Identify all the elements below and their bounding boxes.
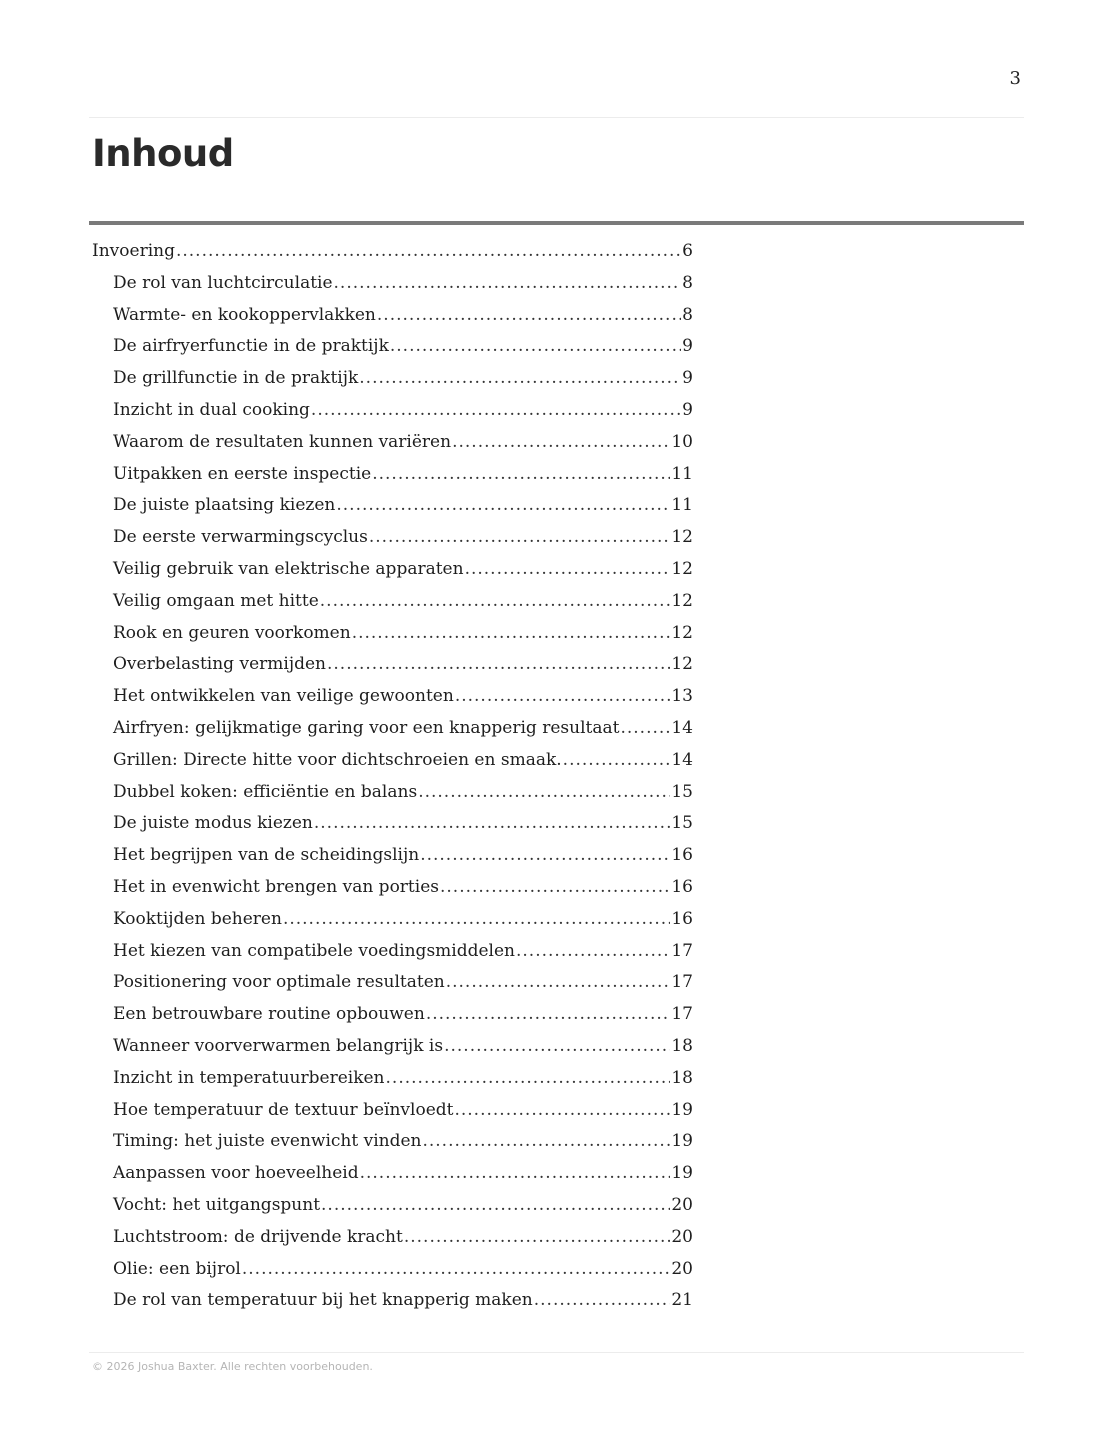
toc-entry[interactable]	[92, 427, 693, 459]
toc-entry[interactable]	[92, 936, 693, 968]
toc-entry-page: 15	[671, 781, 693, 802]
toc-entry-page: 10	[671, 431, 693, 452]
toc-entry[interactable]	[92, 554, 693, 586]
toc-entry-page: 9	[682, 336, 693, 357]
toc-entry[interactable]	[92, 904, 693, 936]
toc-entry-label: Inzicht in dual cooking	[113, 399, 310, 420]
toc-dot-leader	[311, 395, 681, 427]
toc-entry[interactable]	[92, 300, 693, 332]
toc-entry-page: 9	[682, 399, 693, 420]
toc-dot-leader	[422, 1126, 670, 1158]
toc-entry[interactable]	[92, 618, 693, 650]
toc-entry-page: 20	[671, 1226, 693, 1247]
toc-entry-label: Het begrijpen van de scheidingslijn	[113, 845, 420, 866]
toc-entry-page: 18	[671, 1067, 693, 1088]
toc-entry-page: 20	[671, 1194, 693, 1215]
toc-entry[interactable]	[92, 777, 693, 809]
toc-entry-page: 17	[671, 940, 693, 961]
toc-entry-page: 12	[671, 527, 693, 548]
toc-entry[interactable]	[92, 713, 693, 745]
toc-entry[interactable]	[92, 681, 693, 713]
toc-dot-leader	[372, 459, 670, 491]
toc-dot-leader	[516, 936, 670, 968]
toc-entry-label: Het kiezen van compatibele voedingsmiddelen	[113, 940, 515, 961]
toc-entry-label: Het ontwikkelen van veilige gewoonten	[113, 686, 454, 707]
toc-entry[interactable]	[92, 395, 693, 427]
page-number: 3	[1009, 68, 1021, 89]
toc-entry[interactable]	[92, 268, 693, 300]
toc-entry-page: 17	[671, 972, 693, 993]
toc-dot-leader	[620, 713, 670, 745]
toc-entry[interactable]	[92, 1254, 693, 1286]
footer-divider	[89, 1352, 1024, 1353]
toc-dot-leader	[352, 618, 671, 650]
toc-entry[interactable]	[92, 1063, 693, 1095]
toc-entry[interactable]	[92, 363, 693, 395]
toc-entry[interactable]	[92, 1190, 693, 1222]
toc-entry-page: 14	[671, 717, 693, 738]
toc-entry[interactable]	[92, 1031, 693, 1063]
toc-dot-leader	[360, 1158, 671, 1190]
toc-dot-leader	[404, 1222, 671, 1254]
toc-entry[interactable]	[92, 331, 693, 363]
toc-entry-label: Positionering voor optimale resultaten	[113, 972, 445, 993]
toc-entry-label: Inzicht in temperatuurbereiken	[113, 1067, 385, 1088]
toc-entry[interactable]	[92, 840, 693, 872]
toc-dot-leader	[454, 1095, 670, 1127]
toc-entry-label: Overbelasting vermijden	[113, 654, 326, 675]
toc-entry-page: 12	[671, 590, 693, 611]
toc-dot-leader	[420, 840, 670, 872]
toc-entry-label: Dubbel koken: efficiëntie en balans	[113, 781, 418, 802]
toc-entry-label: Uitpakken en eerste inspectie	[113, 463, 372, 484]
toc-dot-leader	[440, 872, 670, 904]
toc-dot-leader	[426, 999, 671, 1031]
toc-entry[interactable]	[92, 490, 693, 522]
toc-entry-label: Timing: het juiste evenwicht vinden	[113, 1131, 422, 1152]
toc-dot-leader	[444, 1031, 670, 1063]
table-of-contents	[92, 236, 693, 1317]
toc-entry-label: Kooktijden beheren	[113, 908, 282, 929]
toc-dot-leader	[377, 300, 681, 332]
toc-entry-label: De rol van luchtcirculatie	[113, 272, 333, 293]
toc-dot-leader	[242, 1254, 670, 1286]
toc-dot-leader	[369, 522, 671, 554]
toc-dot-leader	[334, 268, 682, 300]
toc-entry-page: 19	[671, 1099, 693, 1120]
toc-entry[interactable]	[92, 236, 693, 268]
toc-entry-label: Wanneer voorverwarmen belangrijk is	[113, 1035, 444, 1056]
toc-entry-page: 16	[671, 908, 693, 929]
toc-entry[interactable]	[92, 586, 693, 618]
toc-entry-label: Rook en geuren voorkomen	[113, 622, 351, 643]
toc-entry[interactable]	[92, 1095, 693, 1127]
toc-entry-label: Invoering	[92, 241, 175, 261]
toc-entry-page: 12	[671, 558, 693, 579]
toc-entry[interactable]	[92, 1158, 693, 1190]
toc-dot-leader	[321, 1190, 670, 1222]
toc-entry-page: 13	[671, 686, 693, 707]
toc-dot-leader	[320, 586, 671, 618]
toc-entry-label: De juiste modus kiezen	[113, 813, 313, 834]
toc-entry-label: De rol van temperatuur bij het knapperig maken	[113, 1290, 533, 1311]
toc-entry-page: 12	[671, 622, 693, 643]
toc-entry-page: 12	[671, 654, 693, 675]
toc-entry[interactable]	[92, 1222, 693, 1254]
toc-dot-leader	[563, 745, 671, 777]
toc-dot-leader	[359, 363, 681, 395]
toc-entry-page: 11	[671, 495, 693, 516]
toc-dot-leader	[327, 649, 670, 681]
toc-entry-page: 19	[671, 1131, 693, 1152]
toc-entry-page: 15	[671, 813, 693, 834]
toc-entry-page: 20	[671, 1258, 693, 1279]
toc-entry[interactable]	[92, 872, 693, 904]
toc-entry-label: Een betrouwbare routine opbouwen	[113, 1004, 425, 1025]
toc-entry-page: 8	[682, 272, 693, 293]
toc-entry-label: Warmte- en kookoppervlakken	[113, 304, 376, 325]
title-divider	[89, 221, 1024, 225]
toc-entry-label: De airfryerfunctie in de praktijk	[113, 336, 389, 357]
toc-entry-label: Het in evenwicht brengen van porties	[113, 876, 439, 897]
toc-dot-leader	[386, 1063, 671, 1095]
toc-entry-label: Grillen: Directe hitte voor dichtschroeien en smaak.	[113, 749, 562, 770]
toc-entry-page: 17	[671, 1004, 693, 1025]
toc-dot-leader	[418, 777, 670, 809]
toc-entry-page: 9	[682, 368, 693, 389]
toc-entry-page: 18	[671, 1035, 693, 1056]
toc-entry-page: 6	[682, 241, 693, 261]
toc-entry-label: De eerste verwarmingscyclus	[113, 527, 368, 548]
toc-entry-page: 16	[671, 876, 693, 897]
toc-entry-page: 21	[671, 1290, 693, 1311]
toc-entry[interactable]	[92, 1126, 693, 1158]
toc-dot-leader	[455, 681, 671, 713]
toc-entry[interactable]	[92, 649, 693, 681]
toc-entry-label: Luchtstroom: de drijvende kracht	[113, 1226, 403, 1247]
toc-dot-leader	[390, 331, 681, 363]
toc-entry[interactable]	[92, 1285, 693, 1317]
toc-dot-leader	[336, 490, 670, 522]
toc-entry-label: De juiste plaatsing kiezen	[113, 495, 336, 516]
toc-entry[interactable]	[92, 967, 693, 999]
toc-dot-leader	[534, 1285, 671, 1317]
toc-dot-leader	[314, 808, 671, 840]
page-title: Inhoud	[92, 132, 234, 175]
toc-entry-label: Hoe temperatuur de textuur beïnvloedt	[113, 1099, 454, 1120]
toc-entry-page: 8	[682, 304, 693, 325]
toc-entry-label: Veilig gebruik van elektrische apparaten	[113, 558, 464, 579]
toc-entry-label: Aanpassen voor hoeveelheid	[113, 1163, 359, 1184]
toc-dot-leader	[176, 236, 681, 268]
toc-entry-label: Vocht: het uitgangspunt	[113, 1194, 321, 1215]
toc-dot-leader	[465, 554, 671, 586]
toc-entry-page: 16	[671, 845, 693, 866]
toc-entry[interactable]	[92, 999, 693, 1031]
toc-entry-label: Veilig omgaan met hitte	[113, 590, 319, 611]
toc-entry[interactable]	[92, 745, 693, 777]
footer-copyright: © 2026 Joshua Baxter. Alle rechten voorbehouden.	[92, 1360, 373, 1373]
toc-entry[interactable]	[92, 522, 693, 554]
toc-entry[interactable]	[92, 459, 693, 491]
toc-entry[interactable]	[92, 808, 693, 840]
toc-entry-label: Airfryen: gelijkmatige garing voor een knapperig resultaat	[113, 717, 620, 738]
toc-dot-leader	[283, 904, 670, 936]
toc-entry-label: Olie: een bijrol	[113, 1258, 241, 1279]
toc-entry-label: De grillfunctie in de praktijk	[113, 368, 359, 389]
toc-entry-page: 11	[671, 463, 693, 484]
toc-entry-page: 19	[671, 1163, 693, 1184]
toc-dot-leader	[452, 427, 670, 459]
toc-dot-leader	[446, 967, 671, 999]
toc-entry-page: 14	[671, 749, 693, 770]
header-divider	[89, 117, 1024, 118]
toc-entry-label: Waarom de resultaten kunnen variëren	[113, 431, 452, 452]
